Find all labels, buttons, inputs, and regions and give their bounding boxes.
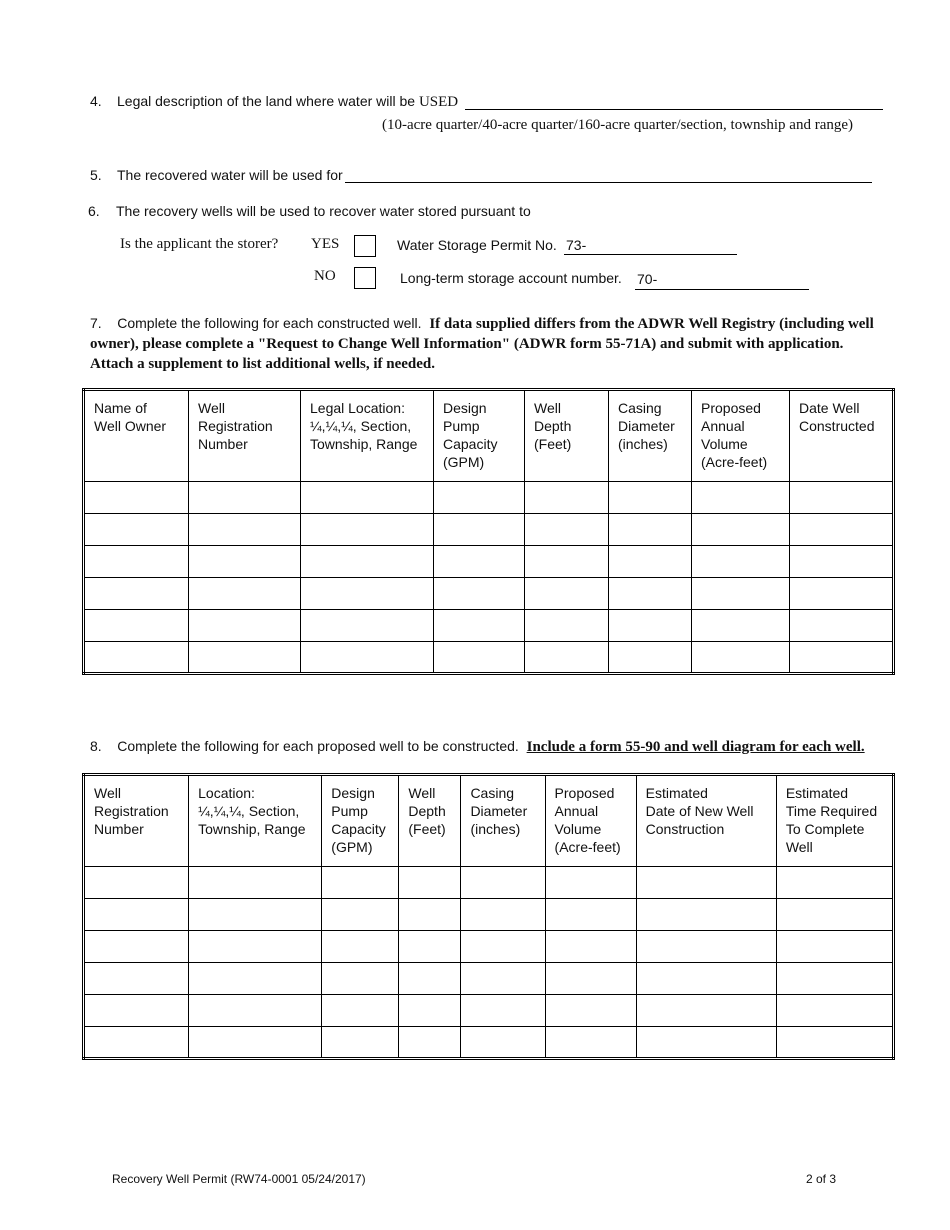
table-cell[interactable] — [545, 931, 636, 963]
table-cell[interactable] — [434, 578, 525, 610]
table-cell[interactable] — [399, 963, 461, 995]
table-header-row — [84, 390, 894, 482]
table-cell[interactable] — [461, 995, 545, 1027]
table-cell[interactable] — [434, 514, 525, 546]
table-cell[interactable] — [322, 899, 399, 931]
table-cell[interactable] — [692, 578, 790, 610]
table-cell[interactable] — [636, 995, 776, 1027]
table-cell[interactable] — [399, 995, 461, 1027]
q4-label-caps: USED — [418, 94, 459, 110]
table-cell[interactable] — [636, 899, 776, 931]
q4-label-text: Legal description of the land where water will be — [117, 93, 416, 109]
table-cell[interactable] — [84, 546, 189, 578]
table-cell[interactable] — [189, 995, 322, 1027]
table-cell[interactable] — [189, 931, 322, 963]
table-cell[interactable] — [84, 1027, 189, 1059]
table-cell[interactable] — [434, 642, 525, 674]
q7-lead: Complete the following for each constructed well. — [117, 315, 422, 331]
table-cell[interactable] — [301, 642, 434, 674]
table-cell[interactable] — [189, 642, 301, 674]
q5-input-line[interactable] — [345, 182, 872, 183]
table-cell[interactable] — [609, 546, 692, 578]
table-cell[interactable] — [790, 546, 894, 578]
table-cell[interactable] — [189, 546, 301, 578]
table-cell[interactable] — [790, 642, 894, 674]
table-cell[interactable] — [461, 931, 545, 963]
table-cell[interactable] — [776, 931, 893, 963]
table-cell[interactable] — [84, 514, 189, 546]
col-location: Location: ¼,¼,¼, Section, Township, Range — [189, 775, 322, 867]
table-cell[interactable] — [545, 899, 636, 931]
table-cell[interactable] — [461, 1027, 545, 1059]
table-cell[interactable] — [301, 514, 434, 546]
footer-page-number: 2 of 3 — [806, 1172, 837, 1186]
table-cell[interactable] — [636, 1027, 776, 1059]
col-time-required: Estimated Time Required To Complete Well — [776, 775, 893, 867]
table-cell[interactable] — [776, 899, 893, 931]
q8-instructions — [90, 738, 865, 756]
table-cell[interactable] — [189, 867, 322, 899]
table-cell[interactable] — [301, 578, 434, 610]
table-cell[interactable] — [84, 482, 189, 514]
table-cell[interactable] — [84, 578, 189, 610]
table-cell[interactable] — [84, 931, 189, 963]
table-cell[interactable] — [692, 610, 790, 642]
table-cell[interactable] — [525, 546, 609, 578]
col-pump-capacity: Design Pump Capacity (GPM) — [434, 390, 525, 482]
table-cell[interactable] — [776, 995, 893, 1027]
col-legal-location: Legal Location: ¼,¼,¼, Section, Township, Range — [301, 390, 434, 482]
table-cell[interactable] — [189, 578, 301, 610]
table-row — [84, 546, 894, 578]
q7-instructions — [90, 314, 880, 374]
proposed-wells-body — [84, 867, 894, 1059]
table-row — [84, 610, 894, 642]
table-cell[interactable] — [609, 610, 692, 642]
q7-bold-text: If data supplied differs from the ADWR Well Registry (including well owner), please complete a "Request to Change Well Information" (ADWR form 55-71A) and submit with application. Attach a supplement to list additional wells, if needed. — [90, 316, 874, 372]
table-cell[interactable] — [84, 867, 189, 899]
table-cell[interactable] — [692, 642, 790, 674]
table-row — [84, 867, 894, 899]
table-cell[interactable] — [776, 963, 893, 995]
q4-input-line[interactable] — [465, 109, 883, 110]
col-well-depth: Well Depth (Feet) — [399, 775, 461, 867]
table-cell[interactable] — [692, 482, 790, 514]
table-header-row — [84, 775, 894, 867]
account-label: Long-term storage account number. — [400, 270, 622, 286]
table-cell[interactable] — [322, 867, 399, 899]
table-cell[interactable] — [301, 610, 434, 642]
q6-number: 6. — [88, 203, 100, 219]
table-cell[interactable] — [609, 578, 692, 610]
table-cell[interactable] — [322, 1027, 399, 1059]
permit-input-line[interactable] — [564, 254, 737, 255]
table-cell[interactable] — [301, 546, 434, 578]
table-cell[interactable] — [525, 578, 609, 610]
table-cell[interactable] — [189, 610, 301, 642]
col-pump-capacity: Design Pump Capacity (GPM) — [322, 775, 399, 867]
table-cell[interactable] — [790, 578, 894, 610]
table-cell[interactable] — [189, 1027, 322, 1059]
col-construction-date: Estimated Date of New Well Construction — [636, 775, 776, 867]
account-input-line[interactable] — [635, 289, 809, 290]
table-cell[interactable] — [461, 899, 545, 931]
permit-prefix: 73- — [566, 237, 587, 253]
table-cell[interactable] — [461, 963, 545, 995]
table-row — [84, 1027, 894, 1059]
footer-form-id: Recovery Well Permit (RW74-0001 05/24/2017) — [112, 1172, 366, 1186]
q7-number: 7. — [90, 315, 102, 331]
table-cell[interactable] — [692, 514, 790, 546]
table-cell[interactable] — [189, 482, 301, 514]
q5-number: 5. — [90, 167, 102, 183]
q8-number: 8. — [90, 738, 102, 754]
table-cell[interactable] — [525, 642, 609, 674]
q6-label: The recovery wells will be used to recover water stored pursuant to — [116, 203, 531, 219]
permit-label: Water Storage Permit No. — [397, 237, 557, 253]
table-row — [84, 642, 894, 674]
table-cell[interactable] — [322, 931, 399, 963]
table-row — [84, 482, 894, 514]
table-cell[interactable] — [609, 514, 692, 546]
q8-bold-text: Include a form 55-90 and well diagram for each well. — [526, 739, 865, 755]
table-row — [84, 963, 894, 995]
table-cell[interactable] — [189, 963, 322, 995]
table-cell[interactable] — [189, 899, 322, 931]
table-cell[interactable] — [399, 1027, 461, 1059]
constructed-wells-body — [84, 482, 894, 674]
q8-lead: Complete the following for each proposed well to be constructed. — [117, 738, 519, 754]
table-cell[interactable] — [399, 867, 461, 899]
table-cell[interactable] — [301, 482, 434, 514]
col-annual-volume: Proposed Annual Volume (Acre-feet) — [692, 390, 790, 482]
q4-hint — [382, 116, 853, 134]
table-row — [84, 514, 894, 546]
q4-label — [117, 93, 458, 111]
q4-hint-text: (10-acre quarter/40-acre quarter/160-acre quarter/section, township and range) — [382, 117, 854, 133]
table-cell[interactable] — [525, 482, 609, 514]
table-cell[interactable] — [790, 610, 894, 642]
table-cell[interactable] — [189, 514, 301, 546]
col-registration-number: Well Registration Number — [84, 775, 189, 867]
table-cell[interactable] — [692, 546, 790, 578]
col-well-owner: Name of Well Owner — [84, 390, 189, 482]
table-cell[interactable] — [636, 963, 776, 995]
table-row — [84, 995, 894, 1027]
table-cell[interactable] — [525, 610, 609, 642]
table-cell[interactable] — [84, 610, 189, 642]
constructed-wells-table — [82, 388, 895, 675]
table-row — [84, 931, 894, 963]
col-well-depth: Well Depth (Feet) — [525, 390, 609, 482]
q5-label: The recovered water will be used for — [117, 167, 343, 183]
table-cell[interactable] — [84, 642, 189, 674]
account-prefix: 70- — [637, 271, 658, 287]
table-row — [84, 578, 894, 610]
table-cell[interactable] — [461, 867, 545, 899]
table-cell[interactable] — [545, 995, 636, 1027]
table-row — [84, 899, 894, 931]
col-casing-diameter: Casing Diameter (inches) — [609, 390, 692, 482]
yes-checkbox[interactable] — [354, 235, 376, 257]
col-date-constructed: Date Well Constructed — [790, 390, 894, 482]
table-cell[interactable] — [790, 482, 894, 514]
yes-label: YES — [311, 236, 340, 252]
table-cell[interactable] — [322, 963, 399, 995]
col-registration-number: Well Registration Number — [189, 390, 301, 482]
table-cell[interactable] — [399, 899, 461, 931]
table-cell[interactable] — [609, 482, 692, 514]
table-cell[interactable] — [776, 867, 893, 899]
table-cell[interactable] — [636, 931, 776, 963]
table-cell[interactable] — [545, 867, 636, 899]
no-checkbox[interactable] — [354, 267, 376, 289]
table-cell[interactable] — [545, 963, 636, 995]
table-cell[interactable] — [434, 482, 525, 514]
table-cell[interactable] — [790, 514, 894, 546]
table-cell[interactable] — [609, 642, 692, 674]
table-cell[interactable] — [434, 610, 525, 642]
col-annual-volume: Proposed Annual Volume (Acre-feet) — [545, 775, 636, 867]
table-cell[interactable] — [636, 867, 776, 899]
table-cell[interactable] — [322, 995, 399, 1027]
table-cell[interactable] — [776, 1027, 893, 1059]
no-label: NO — [314, 268, 336, 284]
table-cell[interactable] — [545, 1027, 636, 1059]
table-cell[interactable] — [434, 546, 525, 578]
storer-question: Is the applicant the storer? — [120, 236, 279, 252]
col-casing-diameter: Casing Diameter (inches) — [461, 775, 545, 867]
table-cell[interactable] — [525, 514, 609, 546]
table-cell[interactable] — [399, 931, 461, 963]
proposed-wells-table — [82, 773, 895, 1060]
q4-number: 4. — [90, 93, 102, 109]
table-cell[interactable] — [84, 963, 189, 995]
table-cell[interactable] — [84, 899, 189, 931]
table-cell[interactable] — [84, 995, 189, 1027]
